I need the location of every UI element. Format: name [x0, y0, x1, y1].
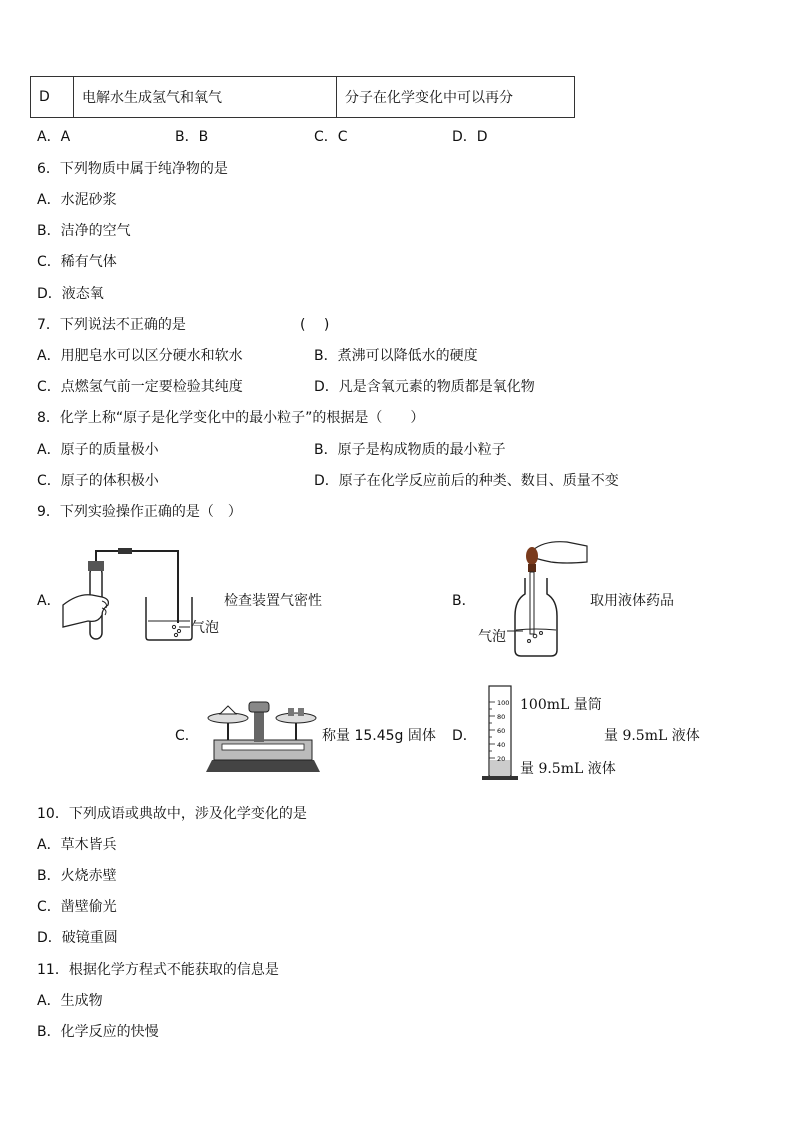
question-9-stem: 9．下列实验操作正确的是（ ） — [37, 504, 242, 520]
q8-option-b: B．原子是构成物质的最小粒子 — [314, 442, 506, 458]
tick-60: 60 — [497, 727, 506, 735]
tick-20: 20 — [497, 755, 506, 763]
table-cell-conclusion: 分子在化学变化中可以再分 — [337, 77, 575, 118]
q5-option-c: C．C — [314, 129, 348, 145]
q6-option-b: B．洁净的空气 — [37, 223, 131, 239]
question-7-stem: 7．下列说法不正确的是 — [37, 317, 186, 333]
q11-option-a: A．生成物 — [37, 993, 103, 1009]
q9-option-b-letter: B． — [452, 593, 476, 609]
q9-a-bubble-label: 气泡 — [191, 620, 219, 636]
q11-option-b: B．化学反应的快慢 — [37, 1024, 159, 1040]
q8-option-a: A．原子的质量极小 — [37, 442, 159, 458]
q9-option-a-letter: A． — [37, 593, 61, 609]
dropper-bottle-figure — [505, 538, 590, 660]
q9-d-label-top: 100mL 量筒 — [520, 697, 602, 713]
q7-option-d: D．凡是含氧元素的物质都是氧化物 — [314, 379, 535, 395]
q10-option-b: B．火烧赤壁 — [37, 868, 117, 884]
tick-80: 80 — [497, 713, 506, 721]
q8-option-d: D．原子在化学反应前后的种类、数目、质量不变 — [314, 473, 619, 489]
table-cell-option: D — [31, 77, 74, 118]
q9-a-caption: 检查装置气密性 — [224, 593, 322, 609]
q6-option-a: A．水泥砂浆 — [37, 192, 117, 208]
question-6-stem: 6．下列物质中属于纯净物的是 — [37, 161, 228, 177]
q5-option-b: B．B — [175, 129, 209, 145]
question-11-stem: 11．根据化学方程式不能获取的信息是 — [37, 962, 279, 978]
table-cell-fact: 电解水生成氢气和氧气 — [74, 77, 337, 118]
q9-d-caption: 量 9.5mL 液体 — [604, 728, 700, 744]
answer-table — [30, 76, 575, 118]
balance-scale-figure — [204, 694, 322, 774]
question-8-stem: 8．化学上称“原子是化学变化中的最小粒子”的根据是（ ） — [37, 410, 425, 426]
q9-d-label-bottom: 量 9.5mL 液体 — [520, 761, 616, 777]
q9-option-d-letter: D． — [452, 728, 477, 744]
table-row — [31, 77, 575, 118]
q7-option-a: A．用肥皂水可以区分硬水和软水 — [37, 348, 243, 364]
q7-option-c: C．点燃氢气前一定要检验其纯度 — [37, 379, 243, 395]
tick-100: 100 — [497, 699, 510, 707]
q10-option-d: D．破镜重圆 — [37, 930, 118, 946]
question-7-blank: ( ) — [300, 317, 330, 333]
q9-option-c-letter: C． — [175, 728, 199, 744]
tick-40: 40 — [497, 741, 506, 749]
q6-option-d: D．液态氧 — [37, 286, 104, 302]
q9-c-caption: 称量 15.45g 固体 — [322, 728, 436, 744]
q5-option-d: D．D — [452, 129, 488, 145]
q8-option-c: C．原子的体积极小 — [37, 473, 159, 489]
q9-b-bubble-label: 气泡 — [478, 629, 506, 645]
q10-option-c: C．凿壁偷光 — [37, 899, 117, 915]
q5-option-a: A．A — [37, 129, 71, 145]
graduated-cylinder-figure — [480, 682, 520, 782]
q9-b-caption: 取用液体药品 — [590, 593, 674, 609]
q7-option-b: B．煮沸可以降低水的硬度 — [314, 348, 478, 364]
q6-option-c: C．稀有气体 — [37, 254, 117, 270]
question-10-stem: 10．下列成语或典故中，涉及化学变化的是 — [37, 806, 307, 822]
q10-option-a: A．草木皆兵 — [37, 837, 117, 853]
